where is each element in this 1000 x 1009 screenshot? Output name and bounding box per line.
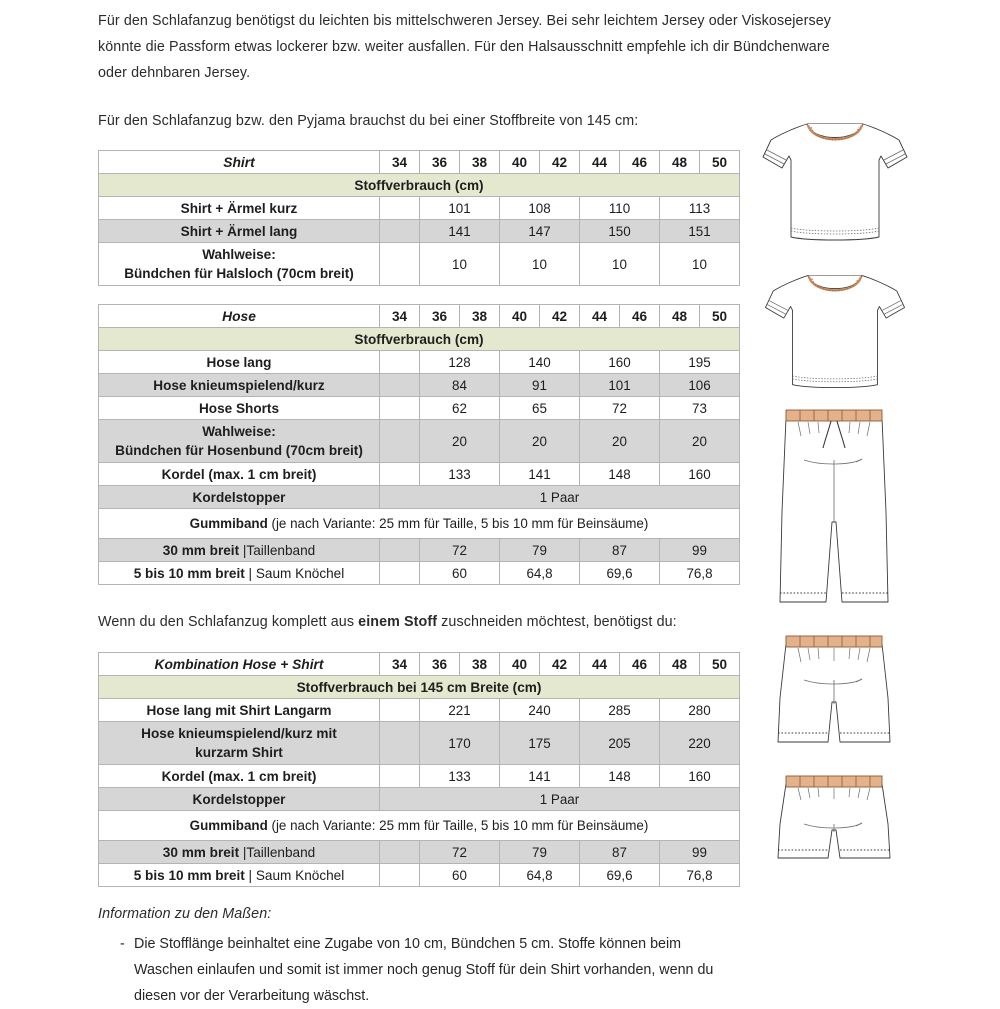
row-spacer-cell [380,699,420,722]
table-title: Hose [99,305,380,328]
size-header-34: 34 [380,305,420,328]
row-value: 20 [660,420,740,463]
table-row [99,420,740,463]
table-row-section [99,174,740,197]
row-value: 113 [660,197,740,220]
table-row [99,351,740,374]
gummiband-detail: (je nach Variante: 25 mm für Taille, 5 bis 10 mm für Beinsäume) [267,818,649,833]
row-value: 221 [420,699,500,722]
table-row [99,562,740,585]
row-label-line2: kurzarm Shirt [195,745,283,760]
row-label: Kordelstopper [99,486,380,509]
illustration-tshirt-short-sleeve-front [760,112,910,257]
row-label-line1: Wahlweise: [202,424,276,439]
middle-text-before: Wenn du den Schlafanzug komplett aus [98,614,359,630]
row-label: Hose knieumspielend/kurz [99,374,380,397]
row-value: 106 [660,374,740,397]
gummiband-label: Gummiband [189,516,268,531]
row-value: 76,8 [660,562,740,585]
row-value: 160 [660,765,740,788]
size-header-42: 42 [540,305,580,328]
intro-paragraph-1: Für den Schlafanzug benötigst du leichten bis mittelschweren Jersey. Bei sehr leichtem Jersey oder Viskosejersey könnte die Passform etwas lockerer bzw. weiter ausfallen. Für den Halsausschnitt empfehle ich dir Bündchenware oder dehnbaren Jersey. [98,13,832,81]
row-value: 175 [500,722,580,765]
gummiband-note [99,509,740,539]
row-spacer-cell [380,420,420,463]
size-header-48: 48 [660,305,700,328]
row-spacer-cell [380,841,420,864]
row-value: 64,8 [500,562,580,585]
size-header-50: 50 [700,305,740,328]
row-spacer-cell [380,864,420,887]
row-label: Shirt + Ärmel lang [99,220,380,243]
row-spacer-cell [380,539,420,562]
row-label-line2: Bündchen für Hosenbund (70cm breit) [115,443,363,458]
size-header-50: 50 [700,653,740,676]
middle-text-bold: einem Stoff [358,614,438,630]
size-header-48: 48 [660,151,700,174]
size-header-50: 50 [700,151,740,174]
row-value: 79 [500,539,580,562]
row-label: Hose lang [99,351,380,374]
row-value: 160 [580,351,660,374]
gummiband-note [99,811,740,841]
table-row [99,841,740,864]
table-row [99,243,740,286]
row-value: 69,6 [580,562,660,585]
table-row-gummiband [99,509,740,539]
row-spacer-cell [380,722,420,765]
row-value: 10 [500,243,580,286]
illustration-tshirt-short-sleeve-front-2 [760,264,910,404]
table-row [99,722,740,765]
row-value: 79 [500,841,580,864]
section-label: Stoffverbrauch bei 145 cm Breite (cm) [99,676,740,699]
row-label: Shirt + Ärmel kurz [99,197,380,220]
middle-text-after: zuschneiden möchtest, benötigst du: [437,614,677,630]
row-value: 65 [500,397,580,420]
row-value-span: 1 Paar [380,486,740,509]
size-header-44: 44 [580,305,620,328]
table-row [99,486,740,509]
table-row-header [99,305,740,328]
size-header-34: 34 [380,653,420,676]
table-row [99,864,740,887]
table-hose [98,304,740,585]
row-label: Hose Shorts [99,397,380,420]
illustration-pants-long-drawstring [774,402,894,614]
row-spacer-cell [380,220,420,243]
row-value: 10 [580,243,660,286]
row-label: Kordel (max. 1 cm breit) [99,765,380,788]
table-row [99,765,740,788]
row-value: 99 [660,841,740,864]
illustration-pants-knee-length [774,628,894,753]
illustration-pants-shorts [774,768,894,873]
row-value: 87 [580,539,660,562]
row-value: 220 [660,722,740,765]
row-value: 240 [500,699,580,722]
gummiband-detail: (je nach Variante: 25 mm für Taille, 5 bis 10 mm für Beinsäume) [267,516,649,531]
table-row [99,788,740,811]
row-value: 128 [420,351,500,374]
row-value: 148 [580,765,660,788]
row-value: 110 [580,197,660,220]
row-value: 72 [580,397,660,420]
row-value: 141 [500,765,580,788]
row-label-line1: Wahlweise: [202,247,276,262]
row-value: 285 [580,699,660,722]
row-spacer-cell [380,397,420,420]
row-label [99,722,380,765]
middle-paragraph [98,609,743,635]
row-value: 62 [420,397,500,420]
row-value: 141 [420,220,500,243]
row-value: 108 [500,197,580,220]
row-label-rest: | Saum Knöchel [248,565,345,581]
row-label [99,841,380,864]
row-label-rest: |Taillenband [242,542,316,558]
document-body-column [98,0,832,1009]
gummiband-label: Gummiband [189,818,268,833]
table-row-gummiband [99,811,740,841]
row-spacer-cell [380,351,420,374]
row-spacer-cell [380,765,420,788]
row-label: Hose lang mit Shirt Langarm [99,699,380,722]
size-header-38: 38 [460,305,500,328]
row-value: 147 [500,220,580,243]
row-value: 150 [580,220,660,243]
row-value: 72 [420,539,500,562]
table-title: Shirt [99,151,380,174]
size-header-48: 48 [660,653,700,676]
table-row-header [99,151,740,174]
row-value: 133 [420,463,500,486]
footer-bullet-list [98,931,743,1009]
list-item [98,931,743,1009]
table-row-header [99,653,740,676]
row-value: 205 [580,722,660,765]
section-label: Stoffverbrauch (cm) [99,328,740,351]
row-value: 151 [660,220,740,243]
row-value: 99 [660,539,740,562]
row-label-line2: Bündchen für Halsloch (70cm breit) [124,266,354,281]
row-value: 101 [580,374,660,397]
row-spacer-cell [380,197,420,220]
row-value: 72 [420,841,500,864]
size-header-36: 36 [420,653,460,676]
row-value: 60 [420,562,500,585]
table-row-section [99,328,740,351]
size-header-42: 42 [540,151,580,174]
table-row [99,699,740,722]
row-label-bold: 30 mm breit [162,542,243,558]
row-label [99,864,380,887]
row-value: 170 [420,722,500,765]
row-value: 101 [420,197,500,220]
row-value: 133 [420,765,500,788]
table-row-section [99,676,740,699]
bullet-marker: - [120,936,125,952]
size-header-36: 36 [420,305,460,328]
size-header-46: 46 [620,653,660,676]
row-value: 76,8 [660,864,740,887]
table-row [99,397,740,420]
section-label: Stoffverbrauch (cm) [99,174,740,197]
row-spacer-cell [380,562,420,585]
row-value: 64,8 [500,864,580,887]
table-shirt [98,150,740,286]
row-value: 10 [660,243,740,286]
size-header-38: 38 [460,653,500,676]
row-value: 20 [580,420,660,463]
size-header-44: 44 [580,151,620,174]
table-title: Kombination Hose + Shirt [99,653,380,676]
row-label: Kordelstopper [99,788,380,811]
row-label [99,562,380,585]
row-value: 280 [660,699,740,722]
size-header-34: 34 [380,151,420,174]
row-value: 20 [420,420,500,463]
row-value: 91 [500,374,580,397]
table-row [99,374,740,397]
table-row [99,197,740,220]
table-kombination [98,652,740,887]
row-label [99,420,380,463]
size-header-44: 44 [580,653,620,676]
size-header-40: 40 [500,653,540,676]
row-label-bold: 5 bis 10 mm breit [133,867,249,883]
table-row [99,220,740,243]
row-label: Kordel (max. 1 cm breit) [99,463,380,486]
size-header-46: 46 [620,305,660,328]
row-value: 69,6 [580,864,660,887]
row-spacer-cell [380,463,420,486]
row-label-line1: Hose knieumspielend/kurz mit [141,726,337,741]
row-label [99,539,380,562]
row-spacer-cell [380,243,420,286]
row-label-bold: 5 bis 10 mm breit [133,565,249,581]
row-label [99,243,380,286]
size-header-42: 42 [540,653,580,676]
row-label-rest: |Taillenband [242,844,316,860]
table-row [99,539,740,562]
row-value: 10 [420,243,500,286]
row-value: 141 [500,463,580,486]
bullet-text: Die Stofflänge beinhaltet eine Zugabe von 10 cm, Bündchen 5 cm. Stoffe können beim Waschen einlaufen und somit ist immer noch genug Stoff für dein Shirt vorhanden, wenn du diesen vor der Verarbeitung wäschst. [134,936,714,1004]
row-value: 20 [500,420,580,463]
row-value: 60 [420,864,500,887]
table-row [99,463,740,486]
row-value: 140 [500,351,580,374]
size-header-40: 40 [500,151,540,174]
row-value: 148 [580,463,660,486]
row-value: 84 [420,374,500,397]
size-header-46: 46 [620,151,660,174]
footer-heading: Information zu den Maßen: [98,906,272,922]
intro-paragraph-2: Für den Schlafanzug bzw. den Pyjama brauchst du bei einer Stoffbreite von 145 cm: [98,113,639,129]
size-header-38: 38 [460,151,500,174]
row-label-rest: | Saum Knöchel [248,867,345,883]
row-spacer-cell [380,374,420,397]
row-value: 195 [660,351,740,374]
row-label-bold: 30 mm breit [162,844,243,860]
size-header-40: 40 [500,305,540,328]
row-value-span: 1 Paar [380,788,740,811]
row-value: 160 [660,463,740,486]
row-value: 73 [660,397,740,420]
row-value: 87 [580,841,660,864]
size-header-36: 36 [420,151,460,174]
